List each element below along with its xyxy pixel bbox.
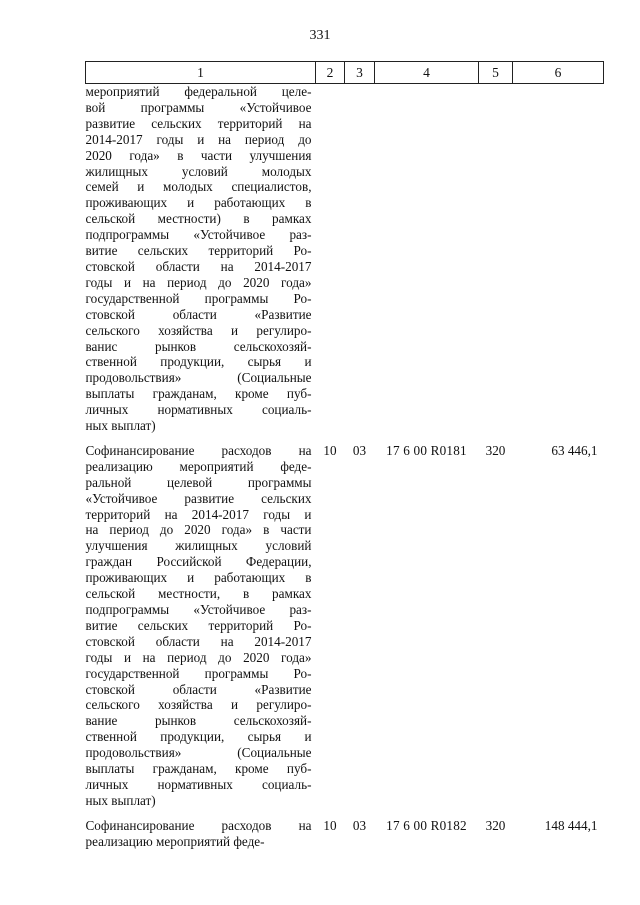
description-line: сельской местности, в рамках [85,586,312,602]
description-line: сельского хозяйства и регулиро- [85,322,312,338]
budget-table [85,61,604,850]
row-spacer [86,809,604,818]
description-line: «Устойчивое развитие сельских [85,490,312,506]
description-line: семей и молодых специалистов, [85,179,312,195]
description-line: стовской области «Развитие [85,306,312,322]
amount: 63 446,1 [551,442,598,458]
page-number: 331 [309,28,331,43]
description-line: 2020 года» в части улучшения [85,147,312,163]
description-line: подпрограммы «Устойчивое раз- [85,602,312,617]
description-line: продовольствия» (Социальные [85,745,312,761]
description-line: вой программы «Устойчивое [85,99,312,115]
table-row [86,818,604,850]
description-line: витие сельских территорий Ро- [85,243,312,259]
section-code [316,84,345,434]
description-line: стовской области на 2014-2017 [85,633,312,649]
description-line: вание рынков сельскохозяй- [85,713,312,729]
column-number-header-row [86,62,604,84]
amount [513,84,604,434]
target-article-code: 17 6 00 R0181 [386,442,467,458]
description-line: ванис рынков сельскохозяй- [85,338,312,354]
description-line: проживающих и работающих в [85,195,312,211]
description-line: мероприятий федеральной целе- [85,84,312,99]
description-line: ных выплат) [85,792,156,808]
expense-type-code [479,84,513,434]
table-row [86,84,604,434]
column-header-1: 1 [86,62,316,84]
description-line: ственной продукции, сырья и [85,354,312,370]
description-line: продовольствия» (Социальные [85,370,312,386]
description-line: территорий на 2014-2017 годы и [85,506,312,522]
expense-description [86,818,316,850]
description-line: выплаты гражданам, кроме пуб- [85,386,312,402]
expense-description [86,443,316,809]
description-line: стовской области «Развитие [85,681,312,697]
subsection-code: 03 [352,817,367,833]
description-line: Софинансирование расходов на [85,817,312,833]
description-line: развитие сельских территорий на [85,115,312,131]
description-line: ных выплат) [85,418,156,434]
column-header-6: 6 [513,62,604,84]
column-header-5: 5 [479,62,513,84]
column-header-2: 2 [316,62,345,84]
target-article-code [375,84,479,434]
subsection-code [345,84,375,434]
section-code: 10 [323,442,337,458]
description-line: годы и на период до 2020 года» [85,649,312,665]
expense-type-code: 320 [485,817,506,833]
description-line: годы и на период до 2020 года» [85,274,312,290]
description-line: витие сельских территорий Ро- [85,617,312,633]
description-line: Софинансирование расходов на [85,442,312,458]
description-line: реализацию мероприятий феде- [85,458,312,474]
subsection-code: 03 [352,442,367,458]
column-header-4: 4 [375,62,479,84]
description-line: проживающих и работающих в [85,570,312,586]
description-line: сельской местности) в рамках [85,211,312,227]
description-line: граждан Российской Федерации, [85,554,312,570]
target-article-code: 17 6 00 R0182 [386,817,467,833]
description-line: реализацию мероприятий феде- [85,833,265,849]
description-line: ственной продукции, сырья и [85,729,312,745]
table-row [86,443,604,809]
description-line: улучшения жилищных условий [85,538,312,554]
description-line: личных нормативных социаль- [85,402,312,418]
description-line: личных нормативных социаль- [85,776,312,792]
description-line: государственной программы Ро- [85,290,312,306]
description-line: подпрограммы «Устойчивое раз- [85,227,312,243]
table-body [86,84,604,850]
expense-description [86,84,316,434]
row-spacer [86,434,604,443]
amount: 148 444,1 [544,817,598,833]
description-line: стовской области на 2014-2017 [85,258,312,274]
description-line: государственной программы Ро- [85,665,312,681]
expense-type-code: 320 [485,442,506,458]
column-header-3: 3 [345,62,375,84]
description-line: 2014-2017 годы и на период до [85,131,312,147]
description-line: ральной целевой программы [85,474,312,490]
description-line: на период до 2020 года» в части [85,522,312,538]
description-line: выплаты гражданам, кроме пуб- [85,761,312,777]
description-line: сельского хозяйства и регулиро- [85,697,312,713]
description-line: жилищных условий молодых [85,163,312,179]
section-code: 10 [323,817,337,833]
